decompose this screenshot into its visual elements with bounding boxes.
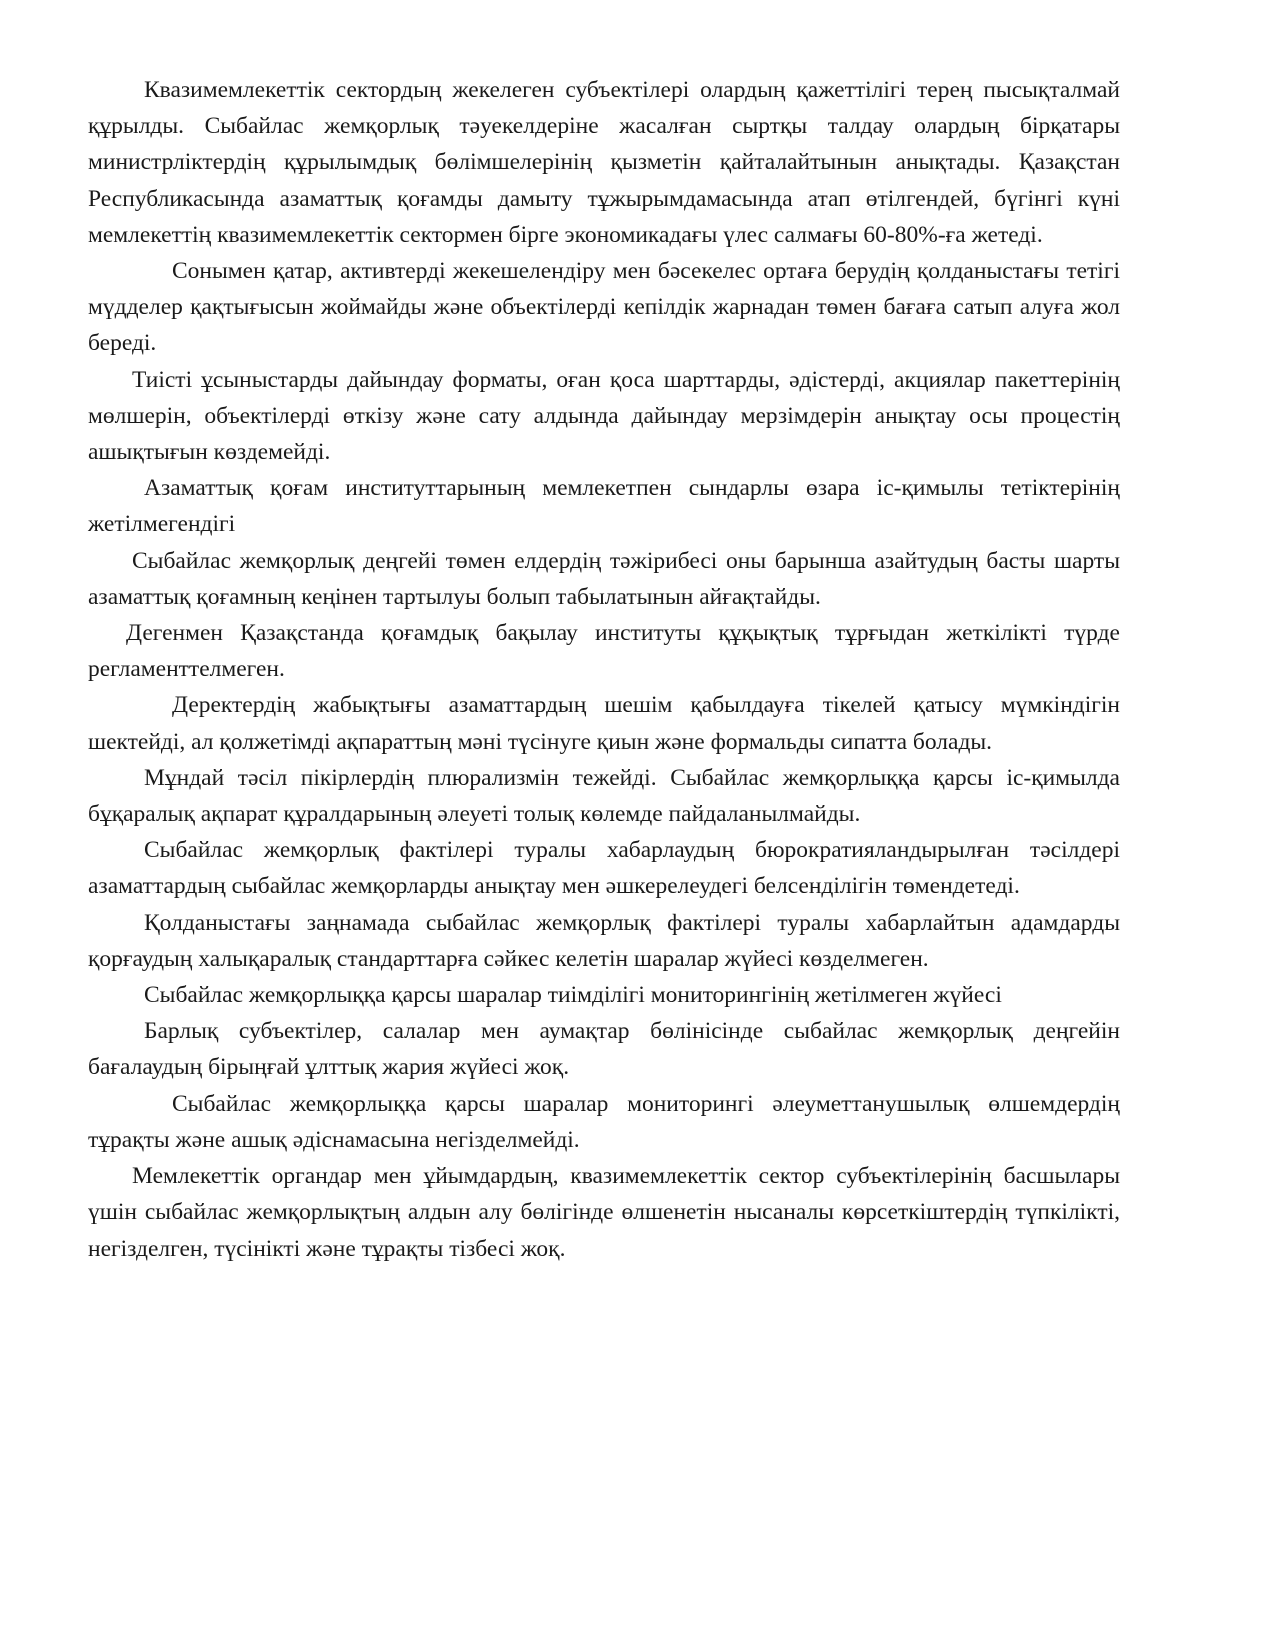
paragraph-sociological-methodology: Сыбайлас жемқорлыққа қарсы шаралар мониторингі әлеуметтанушылық өлшемдердің тұрақты және ашық әдіснамасына негізделмейді. [88,1090,1120,1153]
paragraph-proposal-format: Тиісті ұсыныстарды дайындау форматы, оған қоса шарттарды, әдістерді, акциялар пакеттерінің мөлшерін, объектілерді өткізу және сату алдында дайындау мерзімдерін анықтау осы процестің ашықтығын көздемейді. [88,366,1120,466]
section-heading-monitoring: Сыбайлас жемқорлыққа қарсы шаралар тиімділігі мониторингінің жетілмеген жүйесі [144,982,1002,1009]
paragraph-national-assessment: Барлық субъектілер, салалар мен аумақтар бөлінісінде сыбайлас жемқорлық деңгейін бағалаудың бірыңғай ұлттық жария жүйесі жоқ. [88,1018,1120,1081]
paragraph-reporting-methods: Сыбайлас жемқорлық фактілері туралы хабарлаудың бюрократияландырылған тәсілдері азаматтардың сыбайлас жемқорларды анықтау мен әшкерелеудегі белсенділігін төмендетеді. [88,837,1120,900]
section-heading-civil-society: Азаматтық қоғам институттарының мемлекетпен сындарлы өзара іс-қимылы тетіктерінің жетілмегендігі [88,475,1120,538]
paragraph-public-control: Дегенмен Қазақстанда қоғамдық бақылау институты құқықтық тұрғыдан жеткілікті түрде регламенттелмеген. [88,620,1120,683]
paragraph-pluralism: Мұндай тәсіл пікірлердің плюрализмін тежейді. Сыбайлас жемқорлыққа қарсы іс-қимылда бұқаралық ақпарат құралдарының әлеуеті толық көлемде пайдаланылмайды. [88,764,1120,828]
paragraph-whistleblower-protection: Қолданыстағы заңнамада сыбайлас жемқорлық фактілері туралы хабарлайтын адамдарды қорғаудың халықаралық стандарттарға сәйкес келетін шаралар жүйесі көзделмеген. [88,909,1120,972]
paragraph-privatization-mechanism: Сонымен қатар, активтерді жекешелендіру мен бәсекелес ортаға берудің қолданыстағы тетігі мүдделер қақтығысын жоймайды және объектілерді кепілдік жарнадан төмен бағаға сатып алуға жол береді. [88,258,1120,357]
paragraph-data-closedness: Деректердің жабықтығы азаматтардың шешім қабылдауға тікелей қатысу мүмкіндігін шектейді, ал қолжетімді ақпараттың мәні түсінуге қиын және формальды сипатта болады. [88,692,1120,755]
paragraph-quasi-state-sector: Квазимемлекеттік сектордың жекелеген субъектілері олардың қажеттілігі терең пысықталмай құрылды. Сыбайлас жемқорлық тәуекелдеріне жасалған сыртқы талдау олардың бірқатары министрліктердің құрылымдық бөлімшелерінің қызметін қайталайтынын анықтады. Қазақстан Республикасында азаматтық қоғамды дамыту тұжырымдамасында атап өтілгендей, бүгінгі күні мемлекеттің квазимемлекеттік сектормен бірге экономикадағы үлес салмағы 60-80%-ға жетеді. [88,77,1120,248]
paragraph-low-corruption-countries: Сыбайлас жемқорлық деңгейі төмен елдердің тәжірибесі оны барынша азайтудың басты шарты азаматтық қоғамның кеңінен тартылуы болып табылатынын айғақтайды. [88,547,1120,610]
document-page [88,72,1120,1267]
paragraph-target-indicators: Мемлекеттік органдар мен ұйымдардың, квазимемлекеттік сектор субъектілерінің басшылары үшін сыбайлас жемқорлықтың алдын алу бөлігінде өлшенетін нысаналы көрсеткіштердің түпкілікті, негізделген, түсінікті және тұрақты тізбесі жоқ. [88,1163,1120,1262]
